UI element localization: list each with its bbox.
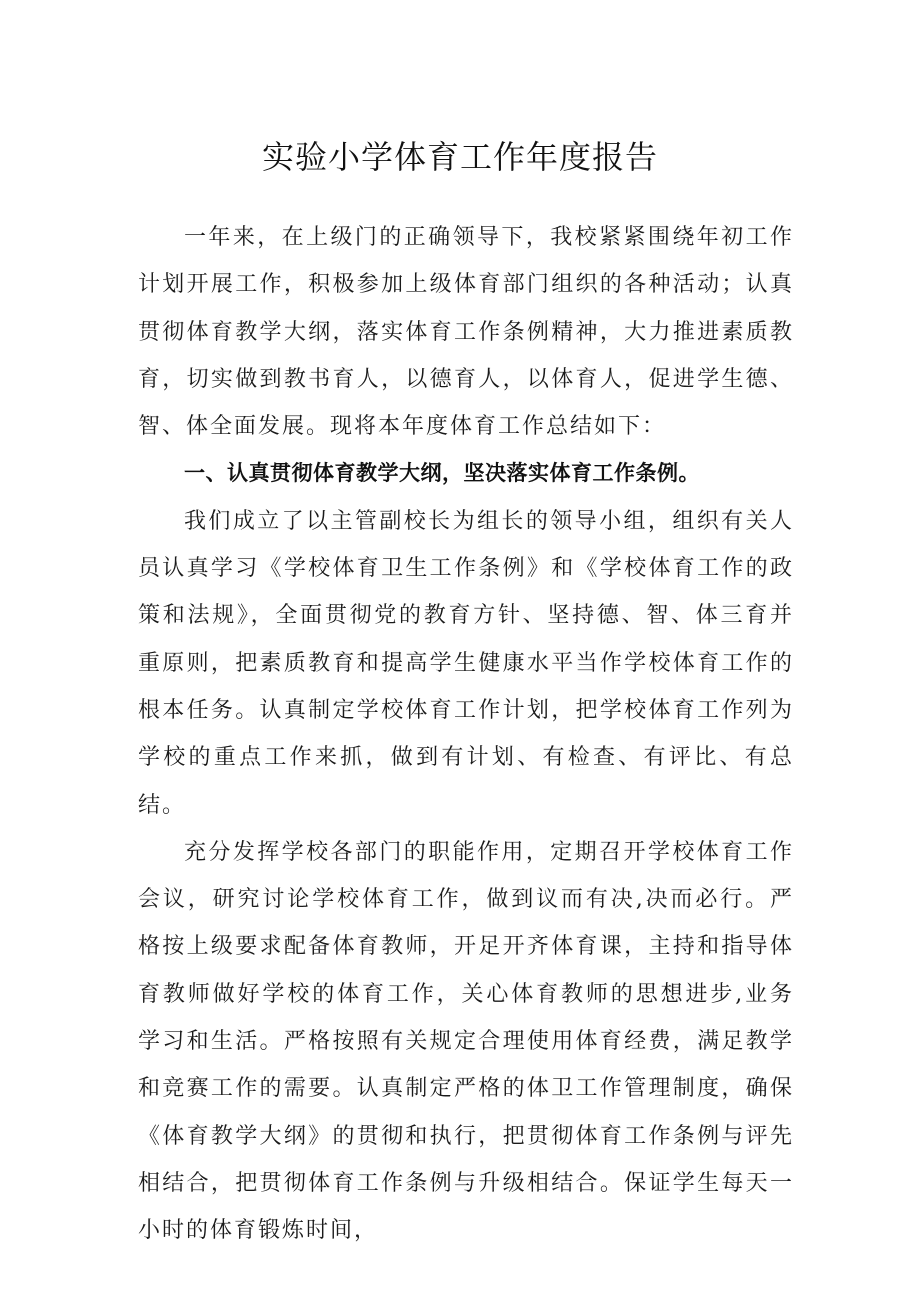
document-body: [138, 214, 794, 1255]
document-title: 实验小学体育工作年度报告: [261, 138, 658, 176]
body-paragraph-1: 我们成立了以主管副校长为组长的领导小组，组织有关人员认真学习《学校体育卫生工作条例》和《学校体育工作的政策和法规》，全面贯彻党的教育方针、坚持德、智、体三育并重原则，把素质教育和提高学生健康水平当作学校体育工作的根本任务。认真制定学校体育工作计划，把学校体育工作列为学校的重点工作来抓，做到有计划、有检查、有评比、有总结。: [138, 508, 794, 818]
section-heading-1: 一、认真贯彻体育教学大纲，坚决落实体育工作条例。: [184, 461, 700, 486]
body-paragraph-2: 充分发挥学校各部门的职能作用，定期召开学校体育工作会议，研究讨论学校体育工作，做到议而有决,决而必行。严格按上级要求配备体育教师，开足开齐体育课，主持和指导体育教师做好学校的体育工作，关心体育教师的思想进步,业务学习和生活。严格按照有关规定合理使用体育经费，满足教学和竞赛工作的需要。认真制定严格的体卫工作管理制度，确保《体育教学大纲》的贯彻和执行，把贯彻体育工作条例与评先相结合，把贯彻体育工作条例与升级相结合。保证学生每天一小时的体育锻炼时间，: [138, 839, 794, 1244]
intro-paragraph: 一年来，在上级门的正确领导下，我校紧紧围绕年初工作计划开展工作，积极参加上级体育部门组织的各种活动；认真贯彻体育教学大纲，落实体育工作条例精神，大力推进素质教育，切实做到教书育人，以德育人，以体育人，促进学生德、智、体全面发展。现将本年度体育工作总结如下：: [138, 225, 794, 440]
